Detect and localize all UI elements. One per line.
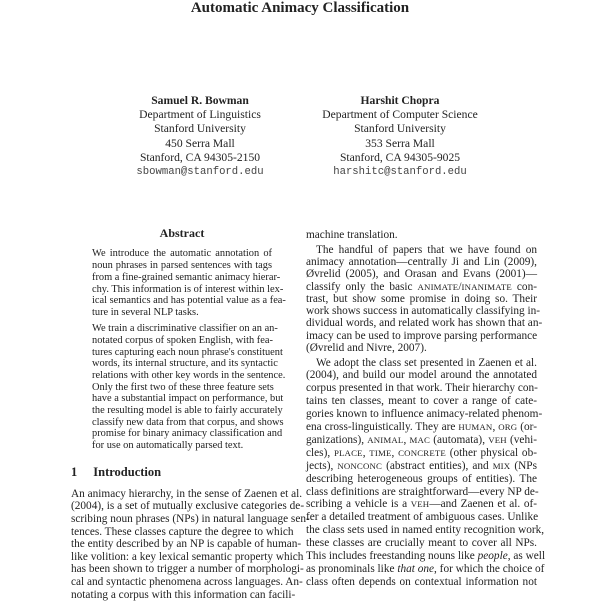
intro-line: cal and syntactic phenomena across languages. An- bbox=[71, 576, 293, 589]
body-line: class definitions are straightforward—every NP de- bbox=[306, 486, 537, 499]
body-line: We adopt the class set presented in Zaenen et al. bbox=[316, 357, 537, 370]
intro-line: scribing noun phrases (NPs) in natural language sen- bbox=[71, 513, 293, 526]
abstract-line: relations with other key words in the sentence. bbox=[92, 370, 272, 382]
body-line: these classes are crucially meant to cover all NPs. bbox=[306, 537, 537, 550]
abstract-line: classify new data from that corpus, and shows bbox=[92, 417, 272, 429]
author-university: Stanford University bbox=[290, 122, 510, 136]
body-line: (Øvrelid and Nivre, 2007). bbox=[306, 342, 537, 354]
abstract-line: Only the first two of these three feature sets bbox=[92, 382, 272, 394]
intro-line: An animacy hierarchy, in the sense of Zaenen et al. bbox=[71, 488, 293, 501]
body-line: classify only the basic ANIMATE/INANIMATE con- bbox=[306, 281, 537, 293]
body-line: class often depends on contextual information not bbox=[306, 576, 537, 589]
author-street: 353 Serra Mall bbox=[290, 137, 510, 151]
author-university: Stanford University bbox=[90, 122, 310, 136]
author-email: sbowman@stanford.edu bbox=[90, 165, 310, 179]
section-number: 1 bbox=[71, 465, 77, 479]
body-line: tains ten classes, meant to cover a range of cate- bbox=[306, 395, 537, 408]
body-line: gories known to influence animacy-related phenom- bbox=[306, 408, 537, 421]
body-line: ganizations), ANIMAL, MAC (automata), VEH (vehi- bbox=[306, 434, 537, 447]
body-line: animacy annotation—centrally Ji and Lin (2009), bbox=[306, 256, 537, 268]
author-city: Stanford, CA 94305-2150 bbox=[90, 151, 310, 165]
author-street: 450 Serra Mall bbox=[90, 137, 310, 151]
body-line: imacy can be used to improve parsing performance bbox=[306, 330, 537, 342]
body-line: trast, but show some promise in doing so. Their bbox=[306, 293, 537, 305]
section-heading-introduction bbox=[71, 465, 161, 480]
abstract-line: promise for binary animacy classification and bbox=[92, 428, 272, 440]
body-line: dividual words, and related work has shown that an- bbox=[306, 317, 537, 329]
intro-line: the entity described by an NP is capable of human- bbox=[71, 538, 293, 551]
body-line: corpus presented in that work. Their hierarchy con- bbox=[306, 382, 537, 395]
author-block-2 bbox=[290, 94, 510, 179]
author-name: Harshit Chopra bbox=[290, 94, 510, 108]
body-line: fer a detailed treatment of ambiguous cases. Unlike bbox=[306, 511, 537, 524]
abstract-line: We train a discriminative classifier on an an- bbox=[92, 323, 272, 335]
body-line: describing heterogeneous groups of entities). The bbox=[306, 473, 537, 486]
intro-line: notating a corpus with this information can facili- bbox=[71, 589, 293, 601]
body-line: The handful of papers that we have found on bbox=[316, 244, 537, 256]
body-line: the class sets used in named entity recognition work, bbox=[306, 524, 537, 537]
body-line: as pronominals like that one, for which the choice of bbox=[306, 563, 537, 576]
abstract-line: ical semantics and has potential value as a fea- bbox=[92, 295, 272, 307]
abstract-line: the resulting model is able to fairly accurately bbox=[92, 405, 272, 417]
body-line: Øvrelid (2005), and Orasan and Evans (2001)— bbox=[306, 268, 537, 280]
abstract-line: tures capturing each noun phrase's constituent bbox=[92, 347, 272, 359]
abstract-line: noun phrases in parsed sentences with tags bbox=[92, 260, 272, 272]
intro-line: like volition: a key lexical semantic property which bbox=[71, 551, 293, 564]
intro-line: tences. These classes capture the degree to which bbox=[71, 526, 293, 539]
abstract-heading: Abstract bbox=[92, 226, 272, 241]
body-line: machine translation. bbox=[306, 229, 537, 241]
body-line: scribing a vehicle is a VEH—and Zaenen et al. of- bbox=[306, 498, 537, 511]
abstract-line: We introduce the automatic annotation of bbox=[92, 248, 272, 260]
intro-line: (2004), is a set of mutually exclusive categories de- bbox=[71, 500, 293, 513]
body-line: ena cross-linguistically. They are HUMAN, ORG (or- bbox=[306, 421, 537, 434]
author-department: Department of Computer Science bbox=[290, 108, 510, 122]
body-line: This includes freestanding nouns like people, as well bbox=[306, 550, 537, 563]
abstract-line: for use on automatically parsed text. bbox=[92, 440, 272, 452]
abstract-line: ture in several NLP tasks. bbox=[92, 307, 272, 319]
author-department: Department of Linguistics bbox=[90, 108, 310, 122]
abstract-line: words, its internal structure, and its syntactic bbox=[92, 358, 272, 370]
author-city: Stanford, CA 94305-9025 bbox=[290, 151, 510, 165]
body-line: cles), PLACE, TIME, CONCRETE (other physical ob- bbox=[306, 447, 537, 460]
paper-title: Automatic Animacy Classification bbox=[0, 0, 600, 17]
abstract-line: chy. This information is of interest within lex- bbox=[92, 284, 272, 296]
author-block-1 bbox=[90, 94, 310, 179]
abstract-line: notated corpus of spoken English, with fea- bbox=[92, 335, 272, 347]
abstract-line: have a substantial impact on performance, but bbox=[92, 393, 272, 405]
body-line: (2004), and build our model around the annotated bbox=[306, 369, 537, 382]
author-name: Samuel R. Bowman bbox=[90, 94, 310, 108]
body-line: work shows success in automatically classifying in- bbox=[306, 305, 537, 317]
section-title: Introduction bbox=[93, 465, 161, 479]
intro-line: has been shown to trigger a number of morphologi- bbox=[71, 563, 293, 576]
author-email: harshitc@stanford.edu bbox=[290, 165, 510, 179]
body-line: jects), NONCONC (abstract entities), and MIX (NPs bbox=[306, 460, 537, 473]
abstract-line: from a fine-grained semantic animacy hierar- bbox=[92, 272, 272, 284]
